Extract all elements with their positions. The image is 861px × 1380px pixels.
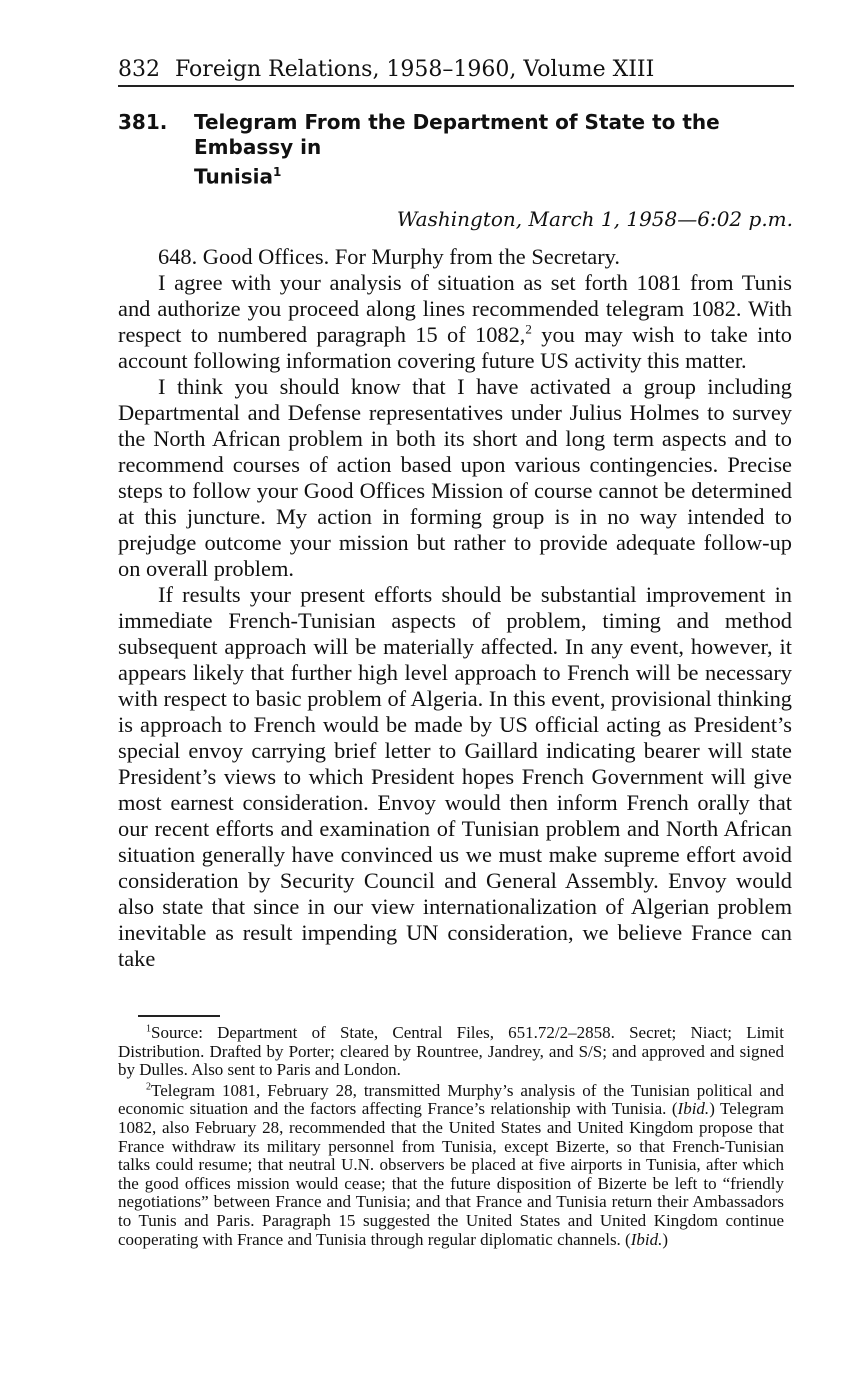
document-title-line2: Tunisia — [194, 164, 274, 189]
footnote-rule — [138, 1015, 220, 1017]
footnote-1 — [118, 1024, 784, 1080]
footnote-ref-2: 2 — [525, 321, 532, 337]
footnote-2 — [118, 1082, 784, 1249]
footnote-2-ibid-1: Ibid. — [677, 1099, 710, 1119]
paragraph-1: 648. Good Offices. For Murphy from the Secretary. — [158, 244, 621, 269]
footnote-2-mark: 2 — [146, 1081, 151, 1093]
title-footnote-ref: 1 — [273, 165, 282, 179]
paragraph-2-part-a: I agree with your analysis of situation as set forth 1081 from Tunis and authorize you proceed along lines recommended telegram 1082. With respect to numbered paragraph 15 of 1082, — [118, 270, 792, 347]
footnotes — [118, 1024, 784, 1251]
paragraph-4: If results your present efforts should be substantial improvement in immediate French-Tunisian aspects of problem, timing and method subsequent approach will be materially affected. In any event, however, it appears likely that further high level approach to French will be necessary with respect to basic problem of Algeria. In this event, provisional thinking is approach to French would be made by US official acting as President’s special envoy carrying brief letter to Gaillard indicating bearer will state President’s views to which President hopes French Government will give most earnest consideration. Envoy would then inform French orally that our recent efforts and examination of Tunisian problem and North African situation generally have convinced us we must make supreme effort avoid consideration by Security Council and General Assembly. Envoy would also state that since in our view internationalization of Algerian problem inevitable as result impending UN consideration, we believe France can take — [118, 582, 792, 971]
running-header — [118, 55, 794, 87]
page-number: 832 — [118, 57, 160, 82]
footnote-1-text: Source: Department of State, Central Files, 651.72/2–2858. Secret; Niact; Limit Distribution. Drafted by Porter; cleared by Rountree, Jandrey, and S/S; and approved and signed by Dulles. Also sent to Paris and London. — [118, 1023, 784, 1080]
dateline: Washington, March 1, 1958—6:02 p.m. — [396, 207, 793, 231]
footnote-2-text-b: ) Telegram 1082, also February 28, recommended that the United States and United Kingdom propose that France withdraw its military personnel from Tunisia, except Bizerte, so that French-Tunisian talks could resume; that neutral U.N. observers be placed at five airports in Tunisia, after which the good offices mission would cease; that the future disposition of Bizerte be left to “friendly negotiations” between France and Tunisia; and that France and Tunisia return their Ambassadors to Tunis and Paris. Paragraph 15 suggested the United States and United Kingdom continue cooperating with France and Tunisia through regular diplomatic channels. ( — [118, 1099, 784, 1249]
paragraph-2 — [118, 270, 792, 374]
paragraph-2-part-b: you may wish to take into account following information covering future US activity this matter. — [118, 322, 792, 373]
paragraph-3: I think you should know that I have activated a group including Departmental and Defense representatives under Julius Holmes to survey the North African problem in both its short and long term aspects and to recommend courses of action based upon various contingencies. Precise steps to follow your Good Offices Mission of course cannot be determined at this juncture. My action in forming group is in no way intended to prejudge outcome your mission but rather to provide adequate follow-up on overall problem. — [118, 374, 792, 581]
footnote-2-ibid-2: Ibid. — [630, 1229, 663, 1249]
document-title — [194, 110, 794, 190]
telegram-body — [118, 244, 792, 972]
footnote-2-text-c: ) — [662, 1229, 669, 1249]
document-number: 381. — [118, 110, 168, 134]
footnote-2-text-a: Telegram 1081, February 28, transmitted Murphy’s analysis of the Tunisian political and economic situation and the factors affecting France’s relationship with Tunisia. ( — [118, 1080, 784, 1119]
document-title-line1: Telegram From the Department of State to the Embassy in — [194, 110, 720, 159]
footnote-1-mark: 1 — [146, 1023, 151, 1035]
book-title: Foreign Relations, 1958–1960, Volume XIII — [175, 57, 655, 82]
